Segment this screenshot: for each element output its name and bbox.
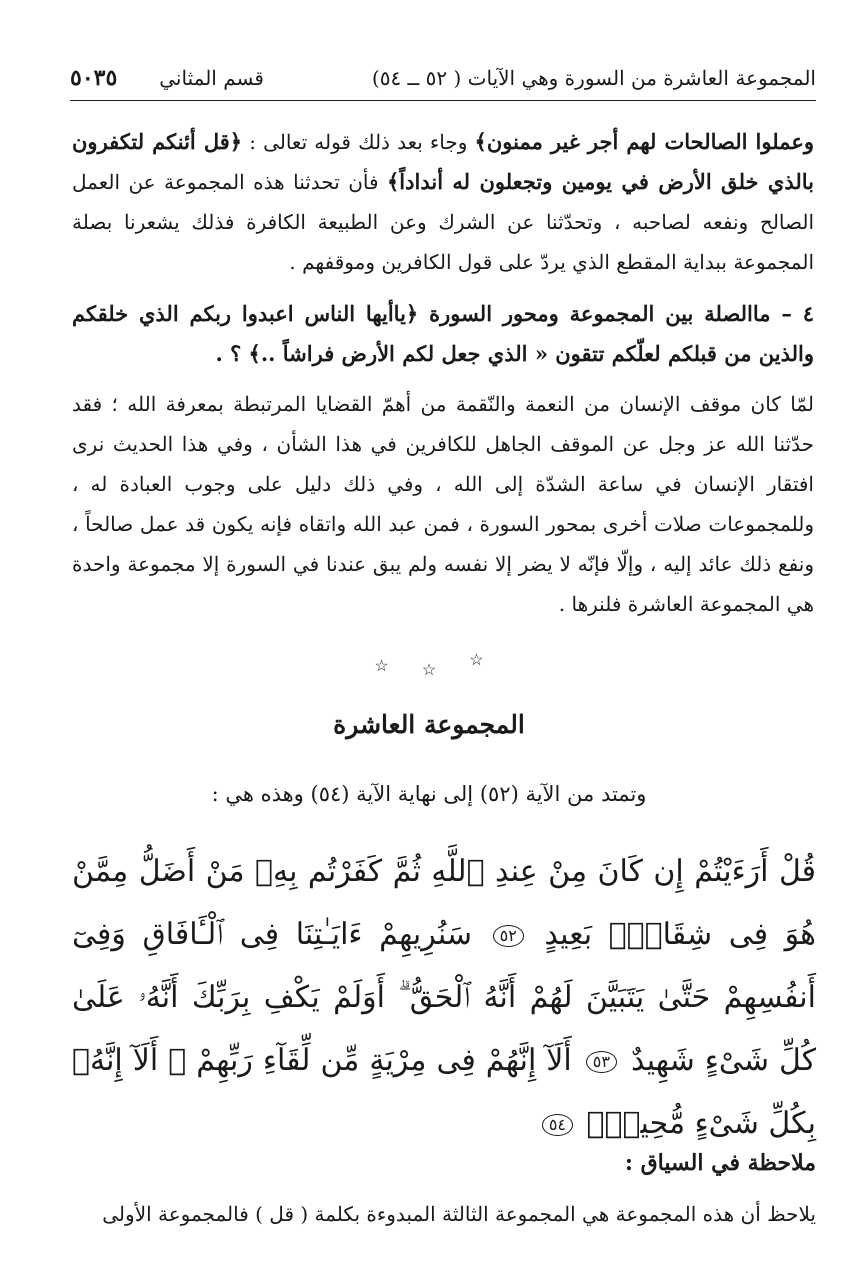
star-icon: ☆	[374, 656, 389, 675]
paragraph-text: ؟ .	[215, 341, 249, 366]
star-icon: ☆	[421, 660, 437, 679]
section-separator	[0, 650, 858, 679]
header-section: قسم المثاني	[159, 66, 264, 90]
verse-text: سَنُرِيهِمْ ءَايَـٰتِنَا فِى ٱلْـَٔافَاقِ وَفِىٓ أَنفُسِهِمْ حَتَّىٰ يَتَبَيَّنَ لَهُمْ أَنَّهُ ٱلْحَقُّ ۗ أَوَلَمْ يَكْفِ بِرَبِّكَ أَنَّهُۥ عَلَىٰ كُلِّ شَىْءٍ شَهِيدٌ	[72, 917, 816, 1078]
paragraph-text: ٤ – ماالصلة بين المجموعة ومحور السورة	[418, 301, 815, 326]
header-divider	[70, 100, 816, 101]
page-number: ٥٠٣٥	[70, 65, 118, 91]
paragraph-1	[72, 122, 814, 282]
paragraph-text: وجاء بعد ذلك قوله تعالى :	[242, 130, 475, 154]
quran-quote: ﴿قل أئنكم لتكفرون بالذي خلق الأرض في يومين وتجعلون له أنداداً﴾	[72, 129, 814, 194]
quran-quote: وعملوا الصالحات لهم أجر غير ممنون﴾	[474, 129, 814, 154]
header-meta	[70, 65, 264, 91]
paragraph-2	[72, 294, 814, 374]
star-icon: ☆	[469, 650, 484, 669]
verse-text: قُلْ أَرَءَيْتُمْ إِن كَانَ مِنْ عِندِ ٱللَّهِ ثُمَّ كَفَرْتُم بِهِۦ مَنْ أَضَلُّ مِمَّنْ هُوَ فِى شِقَاقٍۭ بَعِيدٍ	[72, 854, 816, 952]
note-text: يلاحظ أن هذه المجموعة هي المجموعة الثالثة المبدوءة بكلمة ( قل ) فالمجموعة الأولى	[102, 1202, 816, 1226]
quran-verses	[72, 840, 816, 1155]
paragraph-3: لمّا كان موقف الإنسان من النعمة والنّقمة من أهمّ القضايا المرتبطة بمعرفة الله ؛ فقد حدّثنا الله عز وجل عن الموقف الجاهل للكافرين في هذا الشأن ، وفي هذا الحديث نرى افتقار الإنسان في ساعة الشدّة إلى الله ، وفي ذلك دليل على وجوب العبادة له ، وللمجموعات صلات أخرى بمحور السورة ، فمن عبد الله واتقاه فإنه يكون قد عمل صالحاً ، ونفع ذلك عائد إليه ، وإلّا فإنّه لا يضر إلا نفسه ولم يبق عندنا في السورة إلا مجموعة واحدة هي المجموعة العاشرة فلنرها .	[72, 392, 814, 616]
ayah-number-marker: ٥٣	[586, 1051, 617, 1073]
paragraph-text: فأن تحدثنا هذه المجموعة عن العمل الصالح ونفعه لصاحبه ، وتحدّثنا عن الشرك وعن الطبيعة الكافرة فذلك يشعرنا بصلة المجموعة ببداية المقطع الذي يردّ على قول الكافرين وموقفهم .	[72, 170, 814, 274]
ayah-number-marker: ٥٢	[493, 925, 524, 947]
note-heading: ملاحظة في السياق :	[624, 1150, 816, 1176]
verse-text: أَلَآ إِنَّهُمْ فِى مِرْيَةٍ مِّن لِّقَآءِ رَبِّهِمْ ۗ أَلَآ إِنَّهُۥ بِكُلِّ شَىْءٍ مُّحِيطٌۢ	[72, 1043, 816, 1141]
quran-quote: ﴿ياأيها الناس اعبدوا ربكم الذي خلقكم والذين من قبلكم لعلّكم تتقون « الذي جعل لكم الأرض فراشاً ..﴾	[72, 301, 814, 366]
section-subtitle: وتمتد من الآية (٥٢) إلى نهاية الآية (٥٤) وهذه هي :	[211, 782, 647, 806]
ayah-number-marker: ٥٤	[542, 1114, 573, 1136]
section-title: المجموعة العاشرة	[333, 710, 525, 739]
header-title: المجموعة العاشرة من السورة وهي الآيات ( ٥٢ ــ ٥٤)	[371, 66, 816, 90]
running-header	[70, 58, 816, 98]
